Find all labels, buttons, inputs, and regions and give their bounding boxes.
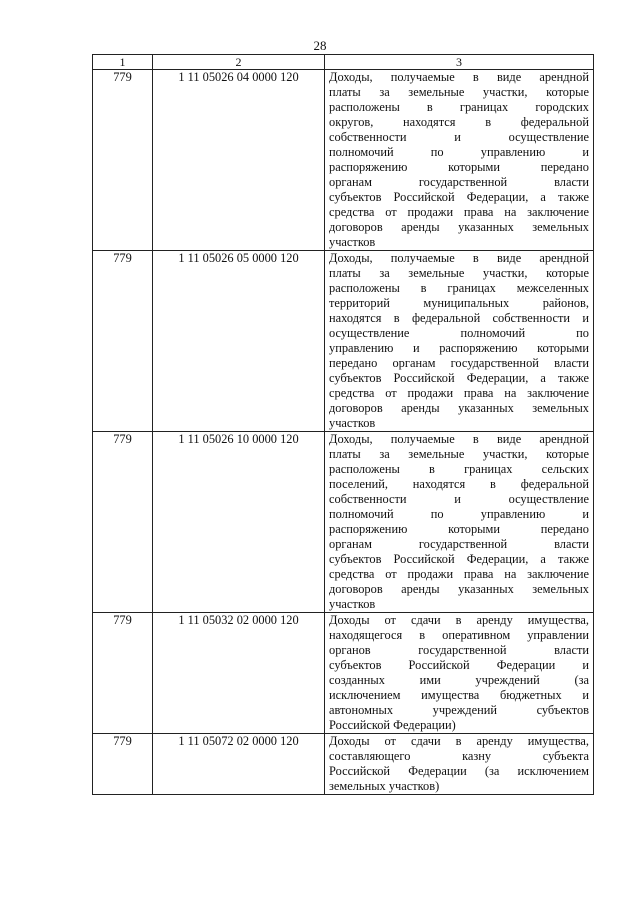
description-line: Российской Федерации (за исключением bbox=[329, 764, 589, 778]
description-line: договоров аренды указанных земельных bbox=[329, 582, 589, 596]
description-line: договоров аренды указанных земельных bbox=[329, 401, 589, 415]
page-number: 28 bbox=[313, 38, 327, 53]
description-line: участков bbox=[329, 416, 376, 430]
admin-code-cell: 779 bbox=[93, 70, 153, 251]
description-line: расположены в границах городских bbox=[329, 100, 589, 114]
admin-code-cell: 779 bbox=[93, 734, 153, 795]
table-row bbox=[93, 70, 594, 251]
description-line: собственности и осуществление bbox=[329, 130, 589, 144]
description-line: осуществление полномочий по bbox=[329, 326, 589, 340]
budget-code-cell: 1 11 05026 05 0000 120 bbox=[153, 251, 325, 432]
description-line: распоряжению которыми передано bbox=[329, 160, 589, 174]
description-line: органам государственной власти bbox=[329, 537, 589, 551]
description-line: автономных учреждений субъектов bbox=[329, 703, 589, 717]
description-cell bbox=[325, 613, 594, 734]
description-line: платы за земельные участки, которые bbox=[329, 85, 589, 99]
description-line: органам государственной власти bbox=[329, 175, 589, 189]
description-line: территорий муниципальных районов, bbox=[329, 296, 589, 310]
description-line: составляющего казну субъекта bbox=[329, 749, 589, 763]
description-line: земельных участков) bbox=[329, 779, 440, 793]
admin-code-cell: 779 bbox=[93, 613, 153, 734]
description-line: полномочий по управлению и bbox=[329, 145, 589, 159]
description-line: субъектов Российской Федерации и bbox=[329, 658, 589, 672]
description-line: субъектов Российской Федерации, а также bbox=[329, 552, 589, 566]
description-line: созданных ими учреждений (за bbox=[329, 673, 589, 687]
description-line: средства от продажи права на заключение bbox=[329, 205, 589, 219]
description-line: платы за земельные участки, которые bbox=[329, 447, 589, 461]
description-line: находящегося в оперативном управлении bbox=[329, 628, 589, 642]
description-cell bbox=[325, 734, 594, 795]
description-line: находятся в федеральной собственности и bbox=[329, 311, 589, 325]
table-row bbox=[93, 432, 594, 613]
description-line: субъектов Российской Федерации, а также bbox=[329, 190, 589, 204]
description-line: поселений, находятся в федеральной bbox=[329, 477, 589, 491]
description-line: собственности и осуществление bbox=[329, 492, 589, 506]
table-row bbox=[93, 613, 594, 734]
description-line: Доходы, получаемые в виде арендной bbox=[329, 251, 589, 265]
column-header-1: 1 bbox=[93, 55, 153, 70]
description-line: платы за земельные участки, которые bbox=[329, 266, 589, 280]
budget-code-cell: 1 11 05032 02 0000 120 bbox=[153, 613, 325, 734]
description-line: Доходы, получаемые в виде арендной bbox=[329, 432, 589, 446]
description-cell bbox=[325, 70, 594, 251]
budget-codes-table bbox=[92, 54, 594, 795]
description-line: Российской Федерации) bbox=[329, 718, 456, 732]
budget-code-cell: 1 11 05026 04 0000 120 bbox=[153, 70, 325, 251]
description-cell bbox=[325, 251, 594, 432]
description-line: участков bbox=[329, 597, 376, 611]
description-line: Доходы от сдачи в аренду имущества, bbox=[329, 734, 589, 748]
description-line: округов, находятся в федеральной bbox=[329, 115, 589, 129]
table-header-row bbox=[93, 55, 594, 70]
description-line: расположены в границах межселенных bbox=[329, 281, 589, 295]
admin-code-cell: 779 bbox=[93, 432, 153, 613]
table-row bbox=[93, 734, 594, 795]
description-line: договоров аренды указанных земельных bbox=[329, 220, 589, 234]
description-line: расположены в границах сельских bbox=[329, 462, 589, 476]
description-line: субъектов Российской Федерации, а также bbox=[329, 371, 589, 385]
admin-code-cell: 779 bbox=[93, 251, 153, 432]
description-line: полномочий по управлению и bbox=[329, 507, 589, 521]
budget-code-cell: 1 11 05026 10 0000 120 bbox=[153, 432, 325, 613]
description-line: средства от продажи права на заключение bbox=[329, 386, 589, 400]
description-line: управлению и распоряжению которыми bbox=[329, 341, 589, 355]
description-line: Доходы от сдачи в аренду имущества, bbox=[329, 613, 589, 627]
description-line: органов государственной власти bbox=[329, 643, 589, 657]
description-line: исключением имущества бюджетных и bbox=[329, 688, 589, 702]
description-line: передано органам государственной власти bbox=[329, 356, 589, 370]
column-header-3: 3 bbox=[325, 55, 594, 70]
description-cell bbox=[325, 432, 594, 613]
budget-code-cell: 1 11 05072 02 0000 120 bbox=[153, 734, 325, 795]
description-line: Доходы, получаемые в виде арендной bbox=[329, 70, 589, 84]
column-header-2: 2 bbox=[153, 55, 325, 70]
table-row bbox=[93, 251, 594, 432]
description-line: участков bbox=[329, 235, 376, 249]
description-line: средства от продажи права на заключение bbox=[329, 567, 589, 581]
description-line: распоряжению которыми передано bbox=[329, 522, 589, 536]
